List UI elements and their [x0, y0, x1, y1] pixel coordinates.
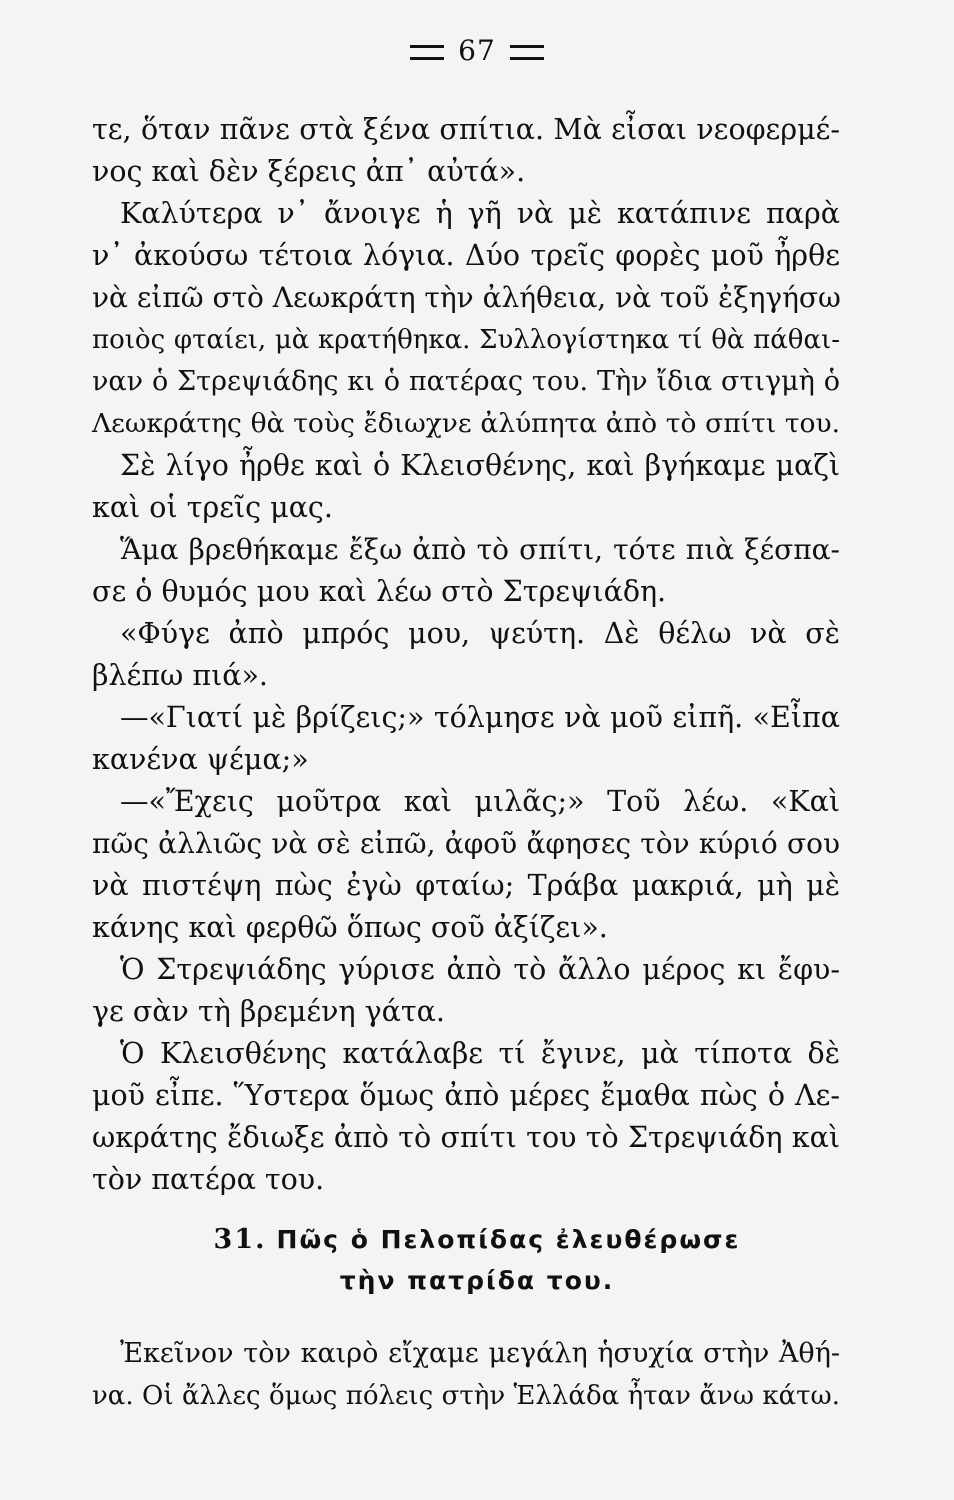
section-title-line1: Πῶς ὁ Πελοπίδας ἐλευθέρωσε	[276, 1225, 741, 1254]
text-line: Ὁ Κλεισθένης κατάλαβε τί ἔγινε, μὰ τίποτα δὲ	[120, 1037, 840, 1070]
text-line: «Φύγε ἀπὸ μπρός μου, ψεύτη. Δὲ θέλω νὰ σὲ	[120, 617, 840, 650]
left-rule	[410, 45, 444, 60]
text-line: —«Γιατί μὲ βρίζεις;» τόλμησε νὰ μοῦ εἰπῆ. «Εἶπα	[120, 701, 840, 734]
text-line: κάνης καὶ φερθῶ ὅπως σοῦ ἀξίζει».	[92, 911, 608, 944]
text-line: ωκράτης ἔδιωξε ἀπὸ τὸ σπίτι του τὸ Στρεψιάδη καὶ	[92, 1121, 840, 1154]
text-line: ν᾽ ἀκούσω τέτοια λόγια. Δύο τρεῖς φορὲς μοῦ ἦρθε	[92, 239, 840, 272]
text-line: Λεωκράτης θὰ τοὺς ἔδιωχνε ἀλύπητα ἀπὸ τὸ σπίτι του.	[92, 408, 840, 439]
text-line: πῶς ἀλλιῶς νὰ σὲ εἰπῶ, ἀφοῦ ἄφησες τὸν κύριό σου	[92, 827, 840, 860]
text-line: νὰ εἰπῶ στὸ Λεωκράτη τὴν ἀλήθεια, νὰ τοῦ ἐξηγήσω	[92, 281, 841, 314]
text-line: ποιὸς φταίει, μὰ κρατήθηκα. Συλλογίστηκα τί θὰ πάθαι-	[92, 325, 840, 355]
text-line: —«Ἔχεις μοῦτρα καὶ μιλᾶς;» Τοῦ λέω. «Καὶ	[120, 785, 840, 818]
text-line: ναν ὁ Στρεψιάδης κι ὁ πατέρας του. Τὴν ἴδια στιγμὴ ὁ	[92, 366, 840, 397]
text-line: Καλύτερα ν᾽ ἄνοιγε ἡ γῆ νὰ μὲ κατάπινε παρὰ	[120, 197, 840, 230]
text-line: σε ὁ θυμός μου καὶ λέω στὸ Στρεψιάδη.	[92, 575, 667, 608]
section-heading	[0, 1224, 954, 1255]
page-header	[0, 34, 954, 67]
text-line: τὸν πατέρα του.	[92, 1163, 325, 1196]
text-line: νὰ πιστέψη πὼς ἐγὼ φταίω; Τράβα μακριά, μὴ μὲ	[92, 869, 840, 902]
section-title-line2: τὴν πατρίδα του.	[339, 1266, 615, 1295]
section-number: 31.	[213, 1224, 267, 1255]
text-line: να. Οἱ ἄλλες ὅμως πόλεις στὴν Ἑλλάδα ἦταν ἄνω κάτω.	[92, 1381, 840, 1411]
text-line: βλέπω πιά».	[92, 659, 268, 692]
text-line: Ὁ Στρεψιάδης γύρισε ἀπὸ τὸ ἄλλο μέρος κι ἔφυ-	[120, 953, 840, 986]
right-rule	[510, 45, 544, 60]
page-number: 67	[458, 34, 496, 67]
text-line: καὶ οἱ τρεῖς μας.	[92, 491, 333, 524]
section-heading-line2	[0, 1266, 954, 1295]
text-line: τε, ὅταν πᾶνε στὰ ξένα σπίτια. Μὰ εἶσαι νεοφερμέ-	[92, 113, 840, 146]
text-line: γε σὰν τὴ βρεμένη γάτα.	[92, 995, 445, 1028]
text-line: κανένα ψέμα;»	[92, 743, 309, 776]
text-line: Ἅμα βρεθήκαμε ἔξω ἀπὸ τὸ σπίτι, τότε πιὰ ξέσπα-	[120, 533, 840, 566]
text-line: Σὲ λίγο ἦρθε καὶ ὁ Κλεισθένης, καὶ βγήκαμε μαζὶ	[120, 449, 840, 482]
text-line: Ἐκεῖνον τὸν καιρὸ εἴχαμε μεγάλη ἡσυχία στὴν Ἀθή-	[120, 1338, 840, 1369]
text-line: μοῦ εἶπε. Ὕστερα ὅμως ἀπὸ μέρες ἔμαθα πὼς ὁ Λε-	[92, 1079, 840, 1112]
text-line: νος καὶ δὲν ξέρεις ἀπ᾽ αὐτά».	[92, 155, 526, 188]
